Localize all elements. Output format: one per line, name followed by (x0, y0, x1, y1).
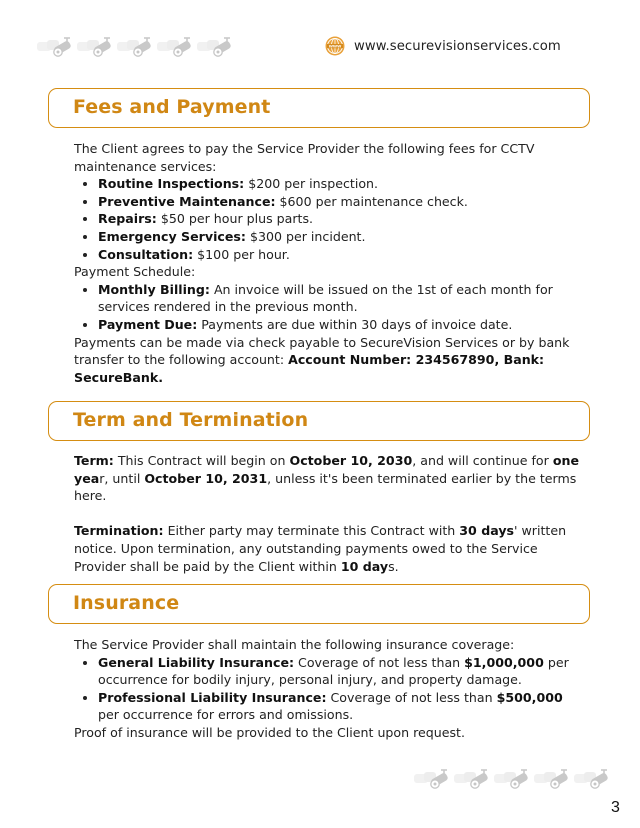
fee-label: Preventive Maintenance: (98, 193, 276, 209)
schedule-item (98, 281, 584, 316)
term-text: r, until (99, 470, 145, 486)
termination-notice-period: 30 days (459, 523, 515, 539)
cctv-camera-icon (76, 36, 114, 58)
schedule-label: Payment Due: (98, 316, 198, 332)
insurance-item (98, 654, 584, 689)
insurance-section-body (74, 636, 584, 742)
termination-text: Either party may terminate this Contract with (163, 523, 460, 539)
fee-label: Repairs: (98, 211, 157, 227)
payment-schedule-list (74, 281, 584, 334)
cctv-camera-icon (533, 768, 571, 790)
cctv-camera-icon (493, 768, 531, 790)
schedule-text: An invoice will be issued on the 1st of each month for services rendered in the previous month. (98, 281, 553, 315)
insurance-section-title: Insurance (73, 592, 180, 614)
fee-label: Consultation: (98, 246, 194, 262)
insurance-amount: $500,000 (496, 689, 563, 705)
fee-text: $600 per maintenance check. (275, 193, 468, 209)
cctv-camera-icon (573, 768, 611, 790)
term-start-date: October 10, 2030 (289, 453, 413, 468)
cctv-camera-icon (196, 36, 234, 58)
termination-text: s. (388, 558, 399, 574)
term-label: Term: (74, 453, 114, 468)
term-end-date: October 10, 2031 (144, 470, 268, 486)
termination-payment-period: 10 day (340, 558, 389, 574)
term-section-title: Term and Termination (73, 409, 309, 431)
term-paragraph (74, 452, 584, 505)
term-duration: one yea (74, 453, 579, 486)
fees-section-title: Fees and Payment (73, 96, 271, 118)
term-section-body (74, 452, 584, 575)
insurance-text: per occurrence for bodily injury, personal injury, and property damage. (98, 654, 569, 688)
insurance-text: Coverage of not less than (326, 689, 497, 705)
header-camera-row (36, 36, 234, 58)
fee-text: $300 per incident. (245, 228, 366, 244)
insurance-text: Coverage of not less than (294, 654, 465, 670)
fees-section-header (48, 88, 590, 128)
term-text: , and will continue for (412, 453, 553, 468)
cctv-camera-icon (116, 36, 154, 58)
schedule-item (98, 316, 584, 334)
termination-text: ' written notice. Upon termination, any outstanding payments owed to the Service Provider shall be paid by the Client within (74, 523, 567, 574)
insurance-amount: $1,000,000 (464, 654, 544, 670)
fees-list (74, 175, 584, 263)
account-details: Account Number: 234567890, Bank: SecureBank. (74, 352, 545, 385)
cctv-camera-icon (413, 768, 451, 790)
website-link[interactable] (325, 36, 561, 56)
website-url: www.securevisionservices.com (354, 38, 561, 54)
insurance-list (74, 654, 584, 724)
fees-section-body (74, 140, 584, 386)
insurance-text: per occurrence for errors and omissions. (98, 707, 354, 723)
fee-text: $200 per inspection. (244, 176, 379, 192)
payment-schedule-heading: Payment Schedule: (74, 264, 196, 280)
insurance-label: General Liability Insurance: (98, 654, 295, 670)
fee-item (98, 175, 584, 193)
termination-paragraph (74, 522, 584, 575)
cctv-camera-icon (36, 36, 74, 58)
fee-text: $50 per hour plus parts. (156, 211, 314, 227)
schedule-label: Monthly Billing: (98, 281, 210, 297)
fee-item (98, 228, 584, 246)
cctv-camera-icon (156, 36, 194, 58)
insurance-item (98, 689, 584, 724)
payment-method-paragraph (74, 334, 584, 387)
term-section-header (48, 401, 590, 441)
fee-item (98, 210, 584, 228)
page-number: 3 (611, 799, 620, 816)
footer-camera-row (413, 768, 611, 790)
fee-item (98, 246, 584, 264)
cctv-camera-icon (453, 768, 491, 790)
schedule-text: Payments are due within 30 days of invoice date. (197, 316, 513, 332)
insurance-intro: The Service Provider shall maintain the following insurance coverage: (74, 637, 515, 652)
fee-item (98, 193, 584, 211)
insurance-label: Professional Liability Insurance: (98, 689, 327, 705)
www-globe-icon (325, 36, 345, 56)
insurance-closing: Proof of insurance will be provided to the Client upon request. (74, 724, 465, 740)
svg-text:WWW: WWW (328, 43, 342, 49)
insurance-section-header (48, 584, 590, 624)
termination-label: Termination: (74, 523, 164, 539)
fee-text: $100 per hour. (193, 246, 290, 262)
term-text: This Contract will begin on (113, 453, 290, 468)
fee-label: Routine Inspections: (98, 176, 245, 192)
term-text: , unless it's been terminated earlier by the terms here. (74, 470, 577, 504)
payment-method-text: Payments can be made via check payable to SecureVision Services or by bank transfer to the following account: (74, 334, 570, 368)
fees-intro: The Client agrees to pay the Service Provider the following fees for CCTV maintenance services: (74, 141, 535, 174)
fee-label: Emergency Services: (98, 228, 246, 244)
